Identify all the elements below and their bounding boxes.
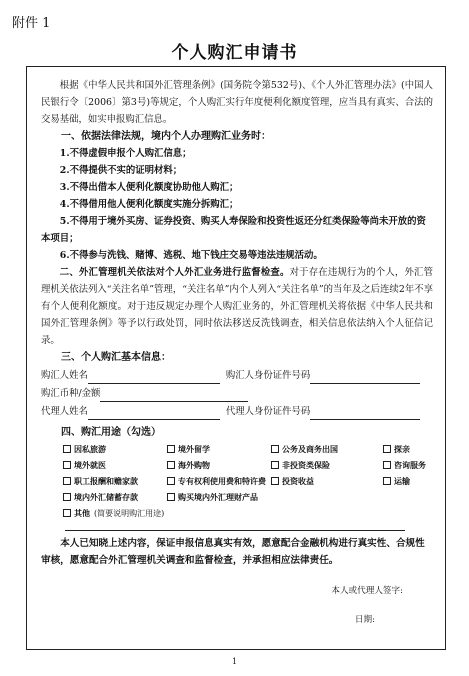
checkbox-icon xyxy=(63,445,71,453)
rule-item: 6.不得参与洗钱、赌博、逃税、地下钱庄交易等违法违规活动。 xyxy=(59,250,323,261)
purpose-checkbox[interactable]: 咨询服务 xyxy=(383,457,455,473)
purpose-checkbox[interactable]: 公务及商务出国 xyxy=(271,441,383,457)
purpose-checkbox[interactable]: 因私旅游 xyxy=(63,441,167,457)
date-label: 日期: xyxy=(354,615,375,625)
checkbox-icon xyxy=(167,493,175,501)
purpose-checkbox[interactable]: 购买境内外汇理财产品 xyxy=(167,489,383,505)
purpose-checkbox[interactable]: 专有权利使用费和特许费 xyxy=(167,473,271,489)
signature-field[interactable] xyxy=(41,583,433,600)
checkbox-icon xyxy=(271,477,279,485)
buyer-name-label: 购汇人姓名 xyxy=(41,370,88,381)
attachment-label: 附件 1 xyxy=(12,16,51,31)
agent-name-label: 代理人姓名 xyxy=(41,406,88,417)
purpose-checkbox[interactable]: 境外就医 xyxy=(63,457,167,473)
checkbox-icon xyxy=(383,445,391,453)
purpose-options xyxy=(41,441,433,522)
buyer-id-label: 购汇人身份证件号码 xyxy=(225,370,311,381)
purpose-checkbox[interactable]: 投资收益 xyxy=(271,473,383,489)
currency-amount-field[interactable] xyxy=(100,389,248,402)
declaration: 本人已知晓上述内容，保证申报信息真实有效，愿意配合金融机构进行真实性、合规性审核，愿意配合外汇管理机关调查和监督检查，并承担相应法律责任。 xyxy=(41,538,425,566)
purpose-checkbox[interactable]: 非投资类保险 xyxy=(271,457,383,473)
form-frame xyxy=(26,66,446,650)
agent-id-field[interactable] xyxy=(310,407,420,420)
form-body xyxy=(41,77,433,629)
rule-item: 4.不得借用他人便利化额度实施分拆购汇； xyxy=(59,199,239,210)
agent-name-field[interactable] xyxy=(88,407,220,420)
buyer-name-field[interactable] xyxy=(88,371,220,384)
date-field[interactable] xyxy=(41,612,433,629)
purpose-checkbox[interactable]: 境内外汇储蓄存款 xyxy=(63,489,167,505)
purpose-checkbox[interactable]: 探亲 xyxy=(383,441,455,457)
checkbox-icon xyxy=(271,461,279,469)
buyer-id-field[interactable] xyxy=(310,371,420,384)
page-number: 1 xyxy=(231,657,238,666)
checkbox-icon xyxy=(271,445,279,453)
checkbox-icon xyxy=(167,461,175,469)
rule-item: 5.不得用于境外买房、证券投资、购买人寿保险和投资性返还分红类保险等尚未开放的资本项目； xyxy=(41,216,426,244)
purpose-checkbox[interactable]: 境外留学 xyxy=(167,441,271,457)
agent-row xyxy=(41,402,433,420)
signature-label: 本人或代理人签字: xyxy=(331,586,403,596)
checkbox-icon xyxy=(383,477,391,485)
agent-id-label: 代理人身份证件号码 xyxy=(225,406,311,417)
section2-text: 对于存在违规行为的个人，外汇管理机关依法列入“关注名单”管理，“关注名单”内个人列入“关注名单”的当年及之后连续2年不享有个人便利化额度。对于违反规定办理个人购汇业务的，外汇管理机关将依据《中华人民共和国外汇管理条例》等予以行政处罚，同时依法移送反洗钱调查，相关信息依法纳入个人征信记录。 xyxy=(41,267,433,346)
purpose-checkbox[interactable]: 运输 xyxy=(383,473,455,489)
section3-heading: 三、个人购汇基本信息： xyxy=(61,352,171,363)
section1-heading: 一、依据法律法规，境内个人办理购汇业务时： xyxy=(61,131,271,142)
checkbox-icon xyxy=(63,477,71,485)
section2-heading: 二、外汇管理机关依法对个人外汇业务进行监督检查。 xyxy=(59,267,290,278)
rule-item: 2.不得提供不实的证明材料； xyxy=(59,165,183,176)
currency-row xyxy=(41,384,433,402)
section4-heading: 四、购汇用途（勾选） xyxy=(61,427,161,438)
section2-paragraph xyxy=(41,264,433,349)
rule-item: 1.不得虚假申报个人购汇信息； xyxy=(59,148,192,159)
checkbox-icon xyxy=(63,461,71,469)
other-purpose-line[interactable] xyxy=(65,530,405,531)
checkbox-icon xyxy=(167,445,175,453)
other-note: (简要说明购汇用途) xyxy=(94,509,165,518)
currency-amount-label: 购汇币种/金额 xyxy=(41,388,101,399)
purpose-checkbox[interactable]: 职工报酬和赡家款 xyxy=(63,473,167,489)
page-title: 个人购汇申请书 xyxy=(171,43,298,63)
checkbox-icon xyxy=(383,461,391,469)
checkbox-icon xyxy=(167,477,175,485)
rule-item: 3.不得出借本人便利化额度协助他人购汇； xyxy=(59,182,239,193)
purpose-checkbox-other[interactable]: 其他 (简要说明购汇用途) xyxy=(63,505,455,522)
intro-paragraph: 根据《中华人民共和国外汇管理条例》(国务院令第532号)、《个人外汇管理办法》(中国人民银行令〔2006〕第3号)等规定，个人购汇实行年度便利化额度管理，应当具有真实、合法的交易基础，如实申报购汇信息。 xyxy=(41,80,433,125)
checkbox-icon xyxy=(63,493,71,501)
purpose-checkbox[interactable]: 海外购物 xyxy=(167,457,271,473)
checkbox-icon xyxy=(63,509,71,517)
buyer-row xyxy=(41,366,433,384)
